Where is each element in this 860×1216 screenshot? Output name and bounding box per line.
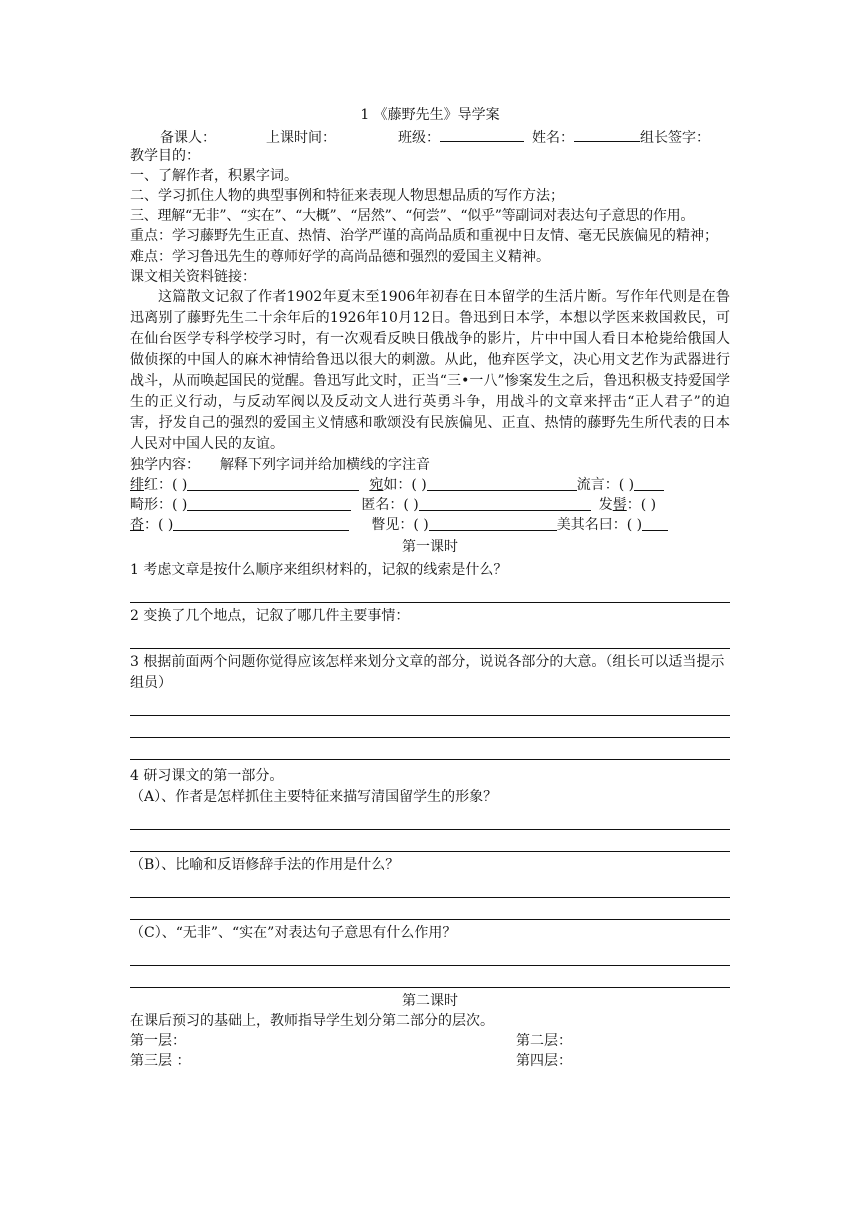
leader-label: 组长签字： (640, 130, 710, 146)
vocab-row-1 (130, 475, 730, 495)
lesson1-heading: 第一课时 (402, 539, 458, 555)
vocab-blank[interactable] (419, 495, 591, 511)
answer-line[interactable] (130, 987, 730, 988)
layer-4-label: 第四层： (516, 1053, 572, 1069)
answer-line[interactable] (130, 897, 730, 898)
self-study-line (130, 455, 730, 475)
materials-paragraph: 这篇散文记叙了作者1902年夏末至1906年初春在日本留学的生活片断。写作年代则是在鲁迅离别了藤野先生二十余年后的1926年10月12日。鲁迅到日本学，本想以学医来救国救民，可在仙台医学专科学校学习时，有一次观看反映日俄战争的影片，片中中国人看日本枪毙给俄国人做侦探的中国人的麻木神情给鲁迅以很大的刺激。从此，他弃医学文，决心用文艺作为武器进行战斗，从而唤起国民的觉醒。鲁迅写此文时，正当“三•一八”惨案发生之后，鲁迅积极支持爱国学生的正义行动，与反动军阀以及反动文人进行英勇斗争，用战斗的文章来抨击“正人君子”的迫害，抒发自己的强烈的爱国主义情感和歌颂没有民族偏见、正直、热情的藤野先生所代表的日本人民对中国人民的友谊。 (130, 289, 730, 452)
worksheet (130, 104, 730, 1071)
lesson2-heading: 第二课时 (402, 993, 458, 1009)
answer-line[interactable] (130, 919, 730, 920)
vocab-row-3 (130, 515, 730, 535)
vocab-item: 瞥见：( ) (371, 517, 429, 533)
answer-line[interactable] (130, 829, 730, 830)
vocab-item: 发髻：( ) (598, 497, 657, 513)
objectives-heading: 教学目的： (130, 148, 200, 164)
vocab-blank[interactable] (427, 475, 577, 491)
layer-3-label: 第三层 ： (130, 1053, 191, 1069)
difficulty: 难点：学习鲁迅先生的尊师好学的高尚品德和强烈的爱国主义精神。 (130, 249, 550, 265)
vocab-item: 流言：( ) (576, 477, 635, 493)
objective-1: 一、了解作者，积累字词。 (130, 168, 298, 184)
vocab-blank[interactable] (642, 515, 668, 531)
answer-line[interactable] (130, 737, 730, 738)
question-4c: （C）、“无非”、“实在”对表达句子意思有什么作用？ (130, 925, 457, 941)
vocab-blank[interactable] (634, 475, 664, 491)
page-title: 1 《藤野先生》导学案 (360, 107, 500, 123)
header-row (130, 126, 730, 146)
question-4a: （A）、作者是怎样抓住主要特征来描写清国留学生的形象？ (130, 789, 498, 805)
key-point: 重点：学习藤野先生正直、热情、治学严谨的高尚品质和重视中日友情、毫无民族偏见的精神； (130, 228, 718, 244)
name-blank[interactable] (574, 126, 640, 142)
vocab-item: 美其名曰：( ) (556, 517, 643, 533)
layer-row-1 (130, 1031, 730, 1051)
vocab-item: 绯红：( ) (130, 477, 188, 493)
answer-line[interactable] (130, 648, 730, 649)
vocab-item: 宛如：( ) (369, 477, 427, 493)
layer-2-label: 第二层： (516, 1033, 572, 1049)
name-label: 姓名： (532, 130, 574, 146)
question-4b: （B）、比喻和反语修辞手法的作用是什么？ (130, 857, 400, 873)
question-4: 4 研习课文的第一部分。 (130, 768, 284, 784)
objective-3: 三、理解“无非”、“实在”、“大概”、“居然”、“何尝”、“似乎”等副词对表达句子意思的作用。 (130, 208, 695, 224)
class-label: 班级： (398, 130, 440, 146)
vocab-item: 畸形：( ) (130, 497, 188, 513)
question-2: 2 变换了几个地点，记叙了哪几件主要事情： (130, 608, 410, 624)
preparer-label: 备课人： (160, 130, 216, 146)
class-time-label: 上课时间： (266, 130, 336, 146)
answer-line[interactable] (130, 759, 730, 760)
vocab-item: 沓：( ) (130, 517, 174, 533)
self-study-instruction: 解释下列字词并给加横线的字注音 (220, 457, 430, 473)
answer-line[interactable] (130, 851, 730, 852)
self-study-label: 独学内容： (130, 457, 200, 473)
vocab-item: 匿名：( ) (361, 497, 419, 513)
answer-line[interactable] (130, 715, 730, 716)
question-1: 1 考虑文章是按什么顺序来组织材料的，记叙的线索是什么？ (130, 562, 508, 578)
vocab-blank[interactable] (173, 515, 349, 531)
vocab-row-2 (130, 495, 730, 515)
materials-heading: 课文相关资料链接： (130, 269, 256, 285)
class-blank[interactable] (440, 126, 524, 142)
lesson2-intro: 在课后预习的基础上，教师指导学生划分第二部分的层次。 (130, 1013, 494, 1029)
vocab-blank[interactable] (429, 515, 557, 531)
layer-row-2 (130, 1051, 730, 1071)
answer-line[interactable] (130, 965, 730, 966)
vocab-blank[interactable] (187, 495, 351, 511)
vocab-blank[interactable] (187, 475, 359, 491)
question-3: 3 根据前面两个问题你觉得应该怎样来划分文章的部分，说说各部分的大意。（组长可以适当提示组员） (130, 654, 725, 691)
objective-2: 二、学习抓住人物的典型事例和特征来表现人物思想品质的写作方法； (130, 188, 564, 204)
answer-line[interactable] (130, 602, 730, 603)
layer-1-label: 第一层： (130, 1033, 186, 1049)
